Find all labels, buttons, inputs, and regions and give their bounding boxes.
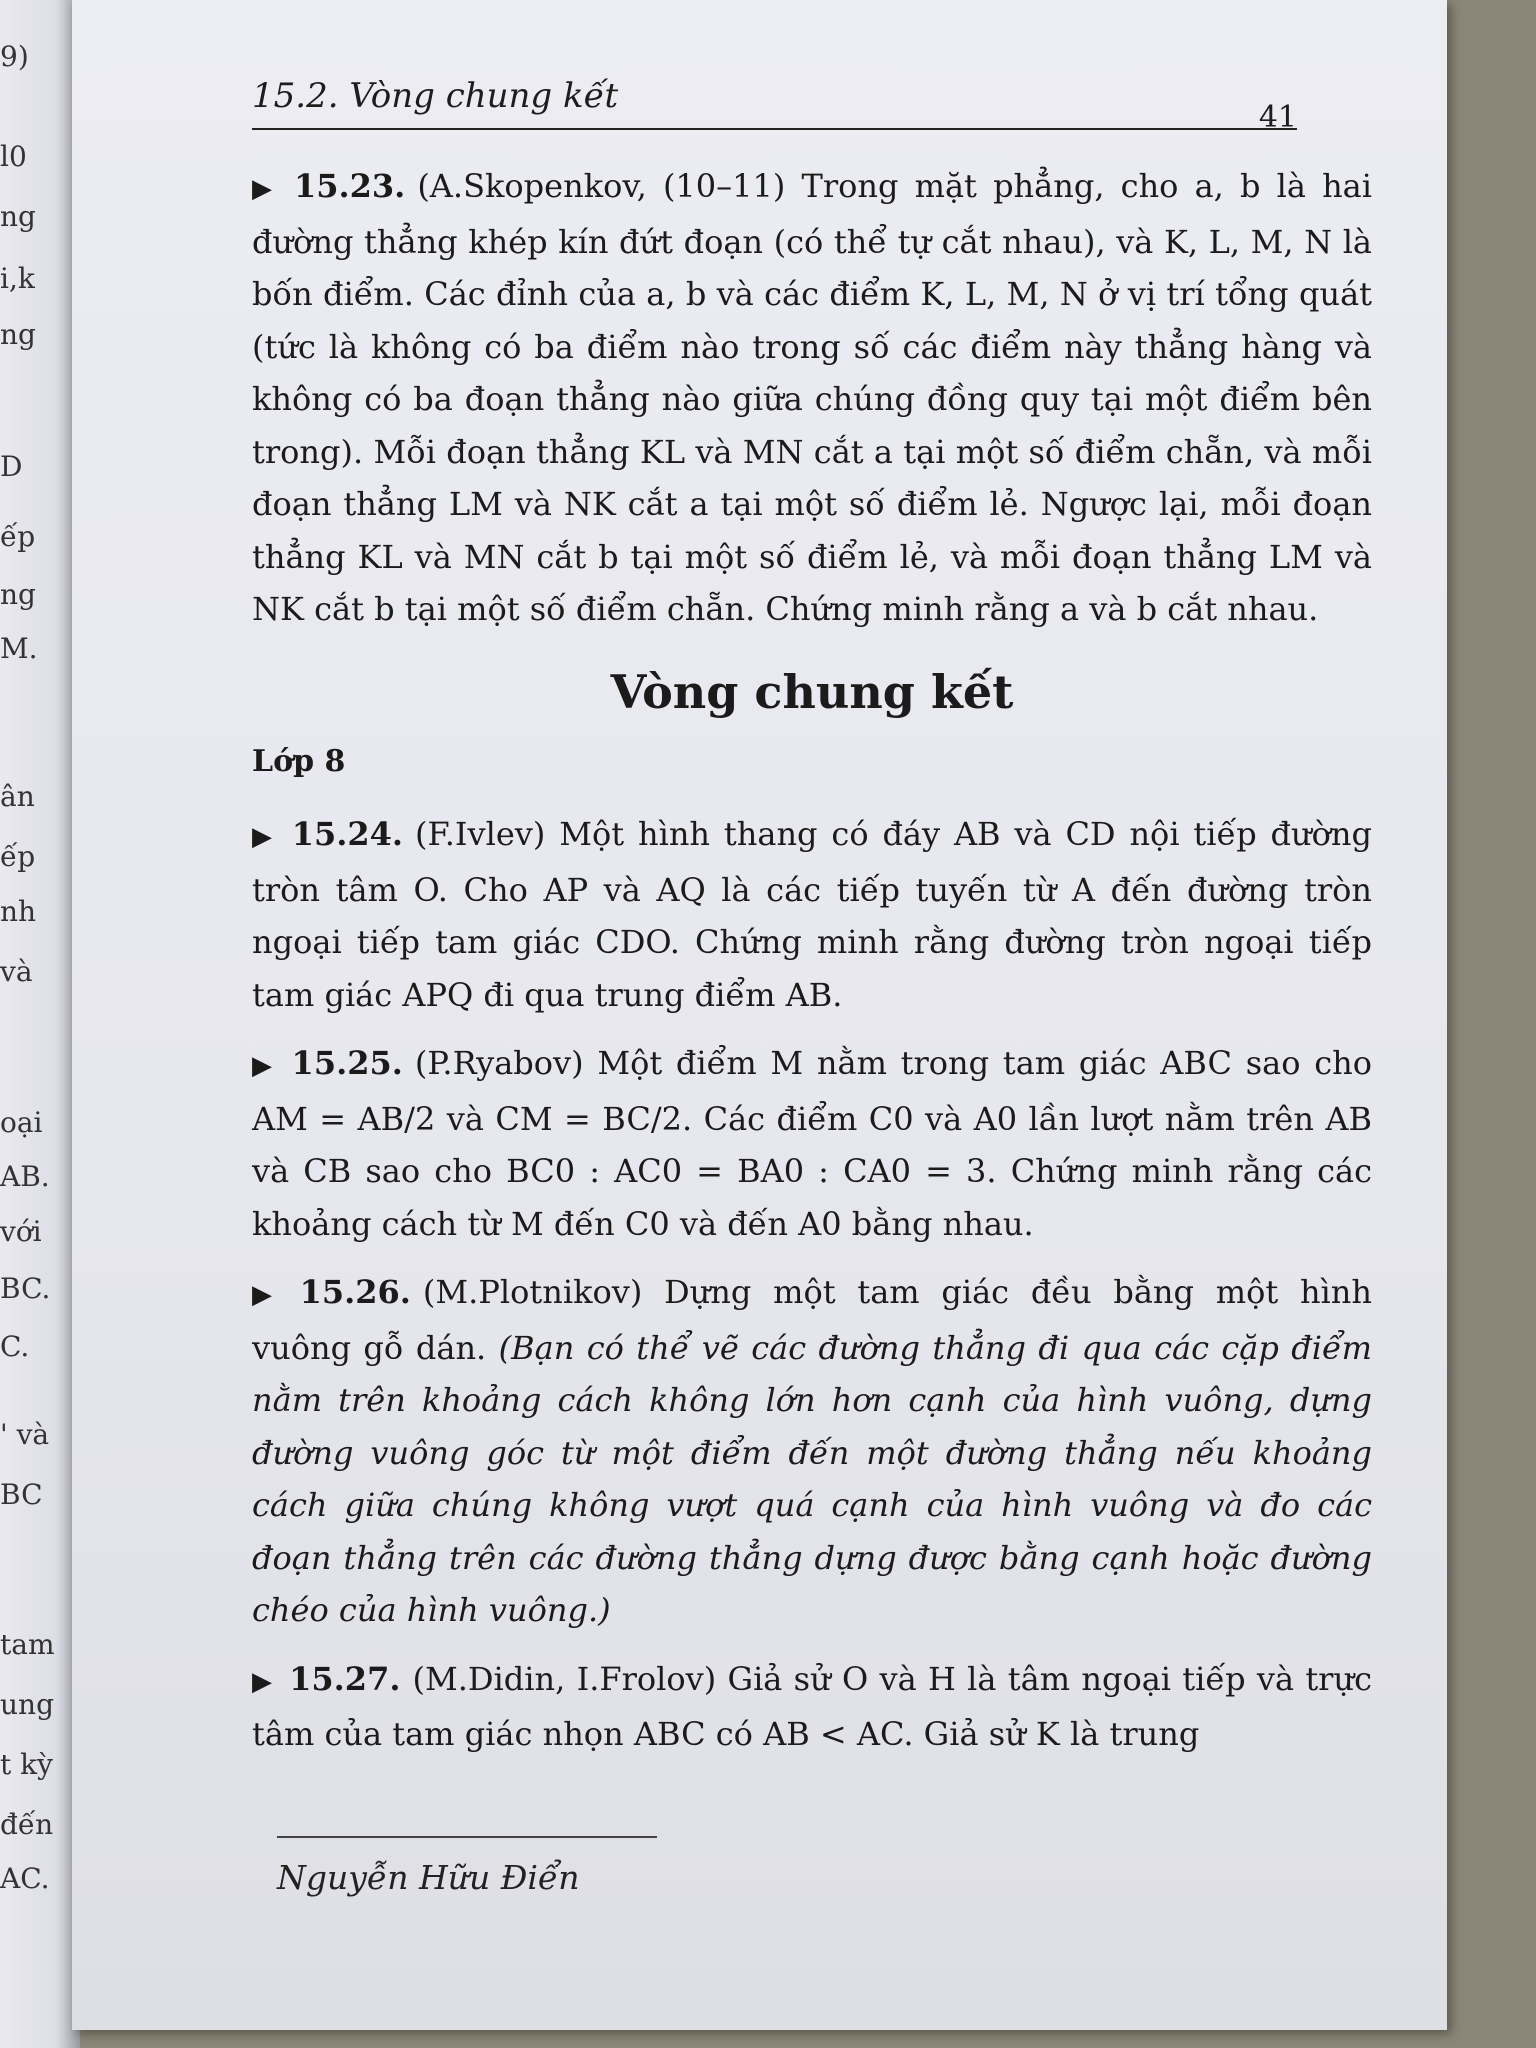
left-page-fragment: l0 xyxy=(0,140,27,173)
left-page-fragment: t kỳ xyxy=(0,1748,53,1781)
left-page-fragment: AB. xyxy=(0,1160,50,1193)
left-page-fragment: BC xyxy=(0,1478,43,1511)
left-page-fragment: oại xyxy=(0,1106,43,1139)
triangle-marker-icon: ▶ xyxy=(252,822,276,852)
footer-rule xyxy=(277,1836,657,1838)
problem-15-26 xyxy=(252,1266,1372,1637)
footer-author: Nguyễn Hữu Điển xyxy=(277,1858,580,1897)
left-page-fragment: ng xyxy=(0,578,36,611)
triangle-marker-icon: ▶ xyxy=(252,1051,276,1081)
left-page-fragment: i,k xyxy=(0,262,35,295)
left-page-fragment: ếp xyxy=(0,520,36,553)
problem-number: 15.25. xyxy=(291,1044,403,1082)
left-page-fragment: với xyxy=(0,1215,42,1248)
running-header xyxy=(252,70,1297,135)
triangle-marker-icon: ▶ xyxy=(252,1280,284,1310)
left-page-fragment: AC. xyxy=(0,1862,50,1895)
page-number: 41 xyxy=(1258,100,1297,135)
problem-number: 15.27. xyxy=(289,1659,401,1698)
problem-text: (A.Skopenkov, (10–11) Trong mặt phẳng, cho a, b là hai đường thẳng khép kín đứt đoạn (có thể tự cắt nhau), và K, L, M, N là bốn điểm. Các đỉnh của a, b và các điểm K, L, M, N ở vị trí tổng quát (tức là không có ba điểm nào trong số các điểm này thẳng hàng và không có ba đoạn thẳng nào giữa chúng đồng quy tại một điểm bên trong). Mỗi đoạn thẳng KL và MN cắt a tại một số điểm chẵn, và mỗi đoạn thẳng LM và NK cắt a tại một số điểm lẻ. Ngược lại, mỗi đoạn thẳng KL và MN cắt b tại một số điểm lẻ, và mỗi đoạn thẳng LM và NK cắt b tại một số điểm chẵn. Chứng minh rằng a và b cắt nhau. xyxy=(252,167,1372,628)
page-content xyxy=(252,160,1372,1761)
problem-number: 15.24. xyxy=(291,815,404,853)
problem-15-25 xyxy=(252,1037,1372,1250)
left-page-fragment: ng xyxy=(0,318,36,351)
triangle-marker-icon: ▶ xyxy=(252,174,278,204)
left-page-fragment: ân xyxy=(0,780,35,813)
triangle-marker-icon: ▶ xyxy=(252,1666,274,1697)
left-page-fragment: nh xyxy=(0,895,37,928)
problem-note: (Bạn có thể vẽ các đường thẳng đi qua các cặp điểm nằm trên khoảng cách không lớn hơn cạnh của hình vuông, dựng đường vuông góc từ một điểm đến một đường thẳng nếu khoảng cách giữa chúng không vượt quá cạnh của hình vuông và đo các đoạn thẳng trên các đường thẳng dựng được bằng cạnh hoặc đường chéo của hình vuông.) xyxy=(252,1328,1373,1629)
grade-label: Lớp 8 xyxy=(252,743,346,779)
left-page-fragment: tam xyxy=(0,1628,55,1661)
problem-text: (P.Ryabov) Một điểm M nằm trong tam giác ABC sao cho AM = AB/2 và CM = BC/2. Các điểm C0 và A0 lần lượt nằm trên AB và CB sao cho BC0 : AC0 = BA0 : CA0 = 3. Chứng minh rằng các khoảng cách từ M đến C0 và đến A0 bằng nhau. xyxy=(252,1044,1372,1243)
problem-text: (F.Ivlev) Một hình thang có đáy AB và CD nội tiếp đường tròn tâm O. Cho AP và AQ là các tiếp tuyến từ A đến đường tròn ngoại tiếp tam giác CDO. Chứng minh rằng đường tròn ngoại tiếp tam giác APQ đi qua trung điểm AB. xyxy=(252,815,1372,1014)
left-page-fragment: M. xyxy=(0,632,38,665)
left-page-fragment: ung xyxy=(0,1688,54,1721)
left-page-fragment: ' và xyxy=(0,1418,50,1451)
left-page-fragment: ếp xyxy=(0,840,36,873)
left-page-fragment: BC. xyxy=(0,1272,51,1305)
problem-number: 15.23. xyxy=(293,167,406,205)
adjacent-left-page xyxy=(0,0,80,2048)
problem-15-27 xyxy=(252,1653,1372,1761)
book-page xyxy=(72,0,1447,2030)
left-page-fragment: C. xyxy=(0,1330,30,1363)
problem-15-23 xyxy=(252,160,1372,636)
left-page-fragment: 9) xyxy=(0,40,29,73)
problem-15-24 xyxy=(252,808,1372,1021)
problem-text: (M.Didin, I.Frolov) Giả sử O và H là tâm ngoại tiếp và trực tâm của tam giác nhọn ABC có AB < AC. Giả sử K là trung xyxy=(252,1659,1373,1753)
problem-number: 15.26. xyxy=(299,1273,411,1311)
left-page-fragment: đến xyxy=(0,1808,54,1841)
problem-text: (M.Plotnikov) Dựng một tam giác đều bằng một hình vuông gỗ dán. xyxy=(252,1273,1373,1367)
left-page-fragment: D xyxy=(0,450,23,483)
left-page-fragment: ng xyxy=(0,200,36,233)
left-page-fragment: và xyxy=(0,955,33,988)
header-title: 15.2. Vòng chung kết xyxy=(252,76,619,116)
section-title: Vòng chung kết xyxy=(610,664,1014,719)
